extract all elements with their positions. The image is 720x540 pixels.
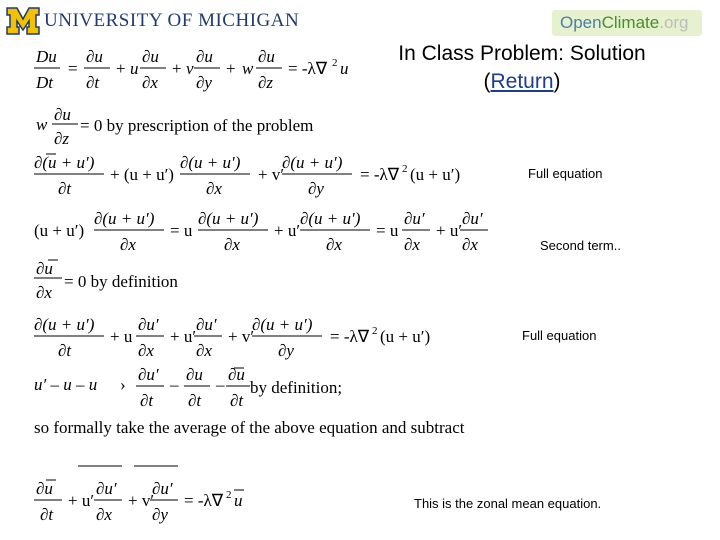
svg-text:(u + u′): (u + u′): [380, 327, 431, 346]
equation-zonal-mean: [30, 458, 260, 526]
svg-text:w: w: [242, 59, 254, 78]
svg-text:Dt: Dt: [36, 73, 53, 92]
svg-text:+: +: [226, 59, 236, 78]
svg-text:+ v′: + v′: [258, 165, 285, 184]
svg-text:+: +: [172, 59, 182, 78]
svg-text:∂x: ∂x: [462, 235, 478, 254]
svg-text:∂x: ∂x: [404, 235, 420, 254]
note-full-equation-2: Full equation: [522, 328, 597, 343]
svg-text:∂t: ∂t: [86, 73, 100, 92]
svg-text:∂(u + u′): ∂(u + u′): [180, 153, 241, 172]
svg-text:∂x: ∂x: [138, 341, 154, 360]
svg-text:∂u: ∂u: [186, 366, 203, 384]
svg-text:(u + u′): (u + u′): [34, 221, 85, 240]
svg-text:∂y: ∂y: [278, 341, 294, 360]
svg-text:∂x: ∂x: [142, 73, 158, 92]
svg-text:∂u: ∂u: [36, 259, 53, 278]
svg-text:∂x: ∂x: [36, 283, 52, 302]
equation-prime-definition: [30, 366, 250, 416]
svg-text:+ u′: + u′: [170, 327, 197, 346]
svg-text:∂u′: ∂u′: [138, 366, 159, 384]
text-by-definition-2: by definition;: [250, 378, 343, 397]
svg-text:∂x: ∂x: [120, 235, 136, 254]
svg-text:∂x: ∂x: [326, 235, 342, 254]
svg-text:∂u′: ∂u′: [196, 315, 217, 334]
svg-text:∂u: ∂u: [36, 479, 53, 498]
svg-text:u: u: [340, 59, 349, 78]
svg-text:+ v′: + v′: [128, 491, 155, 510]
svg-text:∂u: ∂u: [86, 47, 103, 66]
svg-text:+ u: + u: [110, 327, 133, 346]
svg-text:= -λ∇: = -λ∇: [360, 165, 400, 184]
svg-text:∂z: ∂z: [54, 129, 70, 148]
title-line: In Class Problem: Solution: [398, 42, 646, 65]
svg-text:+: +: [116, 59, 126, 78]
svg-text:∂t: ∂t: [58, 341, 72, 360]
svg-text:∂t: ∂t: [40, 505, 54, 524]
svg-text:+ u′: + u′: [274, 221, 301, 240]
svg-text:∂u: ∂u: [196, 47, 213, 66]
svg-text:∂(u + u′): ∂(u + u′): [282, 153, 343, 172]
svg-text:2: 2: [226, 489, 232, 501]
svg-text:∂t: ∂t: [140, 391, 154, 410]
svg-text:∂u′: ∂u′: [152, 479, 173, 498]
svg-text:∂x: ∂x: [224, 235, 240, 254]
svg-text:= -λ∇: = -λ∇: [184, 491, 224, 510]
svg-text:∂(u + u′): ∂(u + u′): [34, 315, 95, 334]
svg-text:+ v′: + v′: [228, 327, 255, 346]
svg-text:2: 2: [332, 57, 338, 69]
svg-text:w: w: [36, 115, 48, 134]
title-return-line: (Return): [483, 70, 561, 93]
openclimate-logo: OpenClimate.org: [552, 10, 702, 36]
svg-text:∂x: ∂x: [196, 341, 212, 360]
svg-text:u: u: [130, 59, 139, 78]
svg-text:+ u′: + u′: [68, 491, 95, 510]
text-by-prescription: = 0 by prescription of the problem: [80, 116, 314, 135]
return-link[interactable]: Return: [490, 70, 554, 93]
note-zonal-mean: This is the zonal mean equation.: [414, 496, 602, 511]
text-by-definition: = 0 by definition: [64, 272, 178, 291]
block-m-icon: [6, 6, 40, 36]
svg-text:∂u′: ∂u′: [96, 479, 117, 498]
svg-text:∂(u + u′): ∂(u + u′): [34, 153, 95, 172]
svg-text:=: =: [68, 59, 78, 78]
svg-text:2: 2: [372, 325, 378, 337]
svg-text:∂u: ∂u: [228, 366, 245, 384]
svg-text:(u + u′): (u + u′): [410, 165, 461, 184]
equation-full-1: [30, 150, 480, 200]
svg-text:∂u′: ∂u′: [462, 209, 483, 228]
svg-text:∂y: ∂y: [308, 179, 324, 198]
svg-text:–: –: [216, 375, 225, 394]
note-second-term: Second term..: [540, 238, 621, 253]
slide-title: [372, 40, 672, 96]
svg-text:∂u: ∂u: [142, 47, 159, 66]
svg-text:∂(u + u′): ∂(u + u′): [252, 315, 313, 334]
svg-text:2: 2: [402, 163, 408, 175]
svg-text:Du: Du: [36, 47, 57, 66]
svg-text:∂x: ∂x: [96, 505, 112, 524]
svg-text:= u: = u: [170, 221, 193, 240]
note-full-equation: Full equation: [528, 166, 603, 181]
svg-text:+ u′: + u′: [436, 221, 463, 240]
svg-text:∂(u + u′): ∂(u + u′): [198, 209, 259, 228]
svg-text:∂t: ∂t: [230, 391, 244, 410]
svg-text:u: u: [234, 491, 243, 510]
svg-text:= -λ∇: = -λ∇: [288, 59, 328, 78]
svg-text:∂y: ∂y: [196, 73, 212, 92]
svg-text:∂u: ∂u: [54, 105, 71, 124]
svg-text:∂u′: ∂u′: [138, 315, 159, 334]
svg-text:v: v: [186, 59, 194, 78]
text-formally: so formally take the average of the above equation and subtract: [34, 418, 465, 437]
equation-full-2: [30, 312, 450, 362]
svg-text:∂(u + u′): ∂(u + u′): [94, 209, 155, 228]
svg-text:›: ›: [120, 375, 126, 394]
svg-text:= -λ∇: = -λ∇: [330, 327, 370, 346]
svg-text:∂z: ∂z: [258, 73, 274, 92]
svg-text:∂t: ∂t: [58, 179, 72, 198]
svg-text:+ (u + u′): + (u + u′): [110, 165, 174, 184]
svg-text:∂u: ∂u: [258, 47, 275, 66]
university-name: UNIVERSITY OF MICHIGAN: [44, 10, 300, 31]
svg-text:–: –: [170, 375, 179, 394]
svg-text:∂t: ∂t: [188, 391, 202, 410]
svg-text:∂(u + u′): ∂(u + u′): [300, 209, 361, 228]
university-logo: [6, 4, 299, 38]
svg-text:∂x: ∂x: [206, 179, 222, 198]
equation-second-term: [30, 206, 500, 256]
svg-text:∂u′: ∂u′: [404, 209, 425, 228]
equation-material-derivative: [30, 44, 350, 94]
svg-text:∂y: ∂y: [152, 505, 168, 524]
svg-text:= u: = u: [376, 221, 399, 240]
svg-text:u′ – u – u: u′ – u – u: [34, 375, 98, 394]
